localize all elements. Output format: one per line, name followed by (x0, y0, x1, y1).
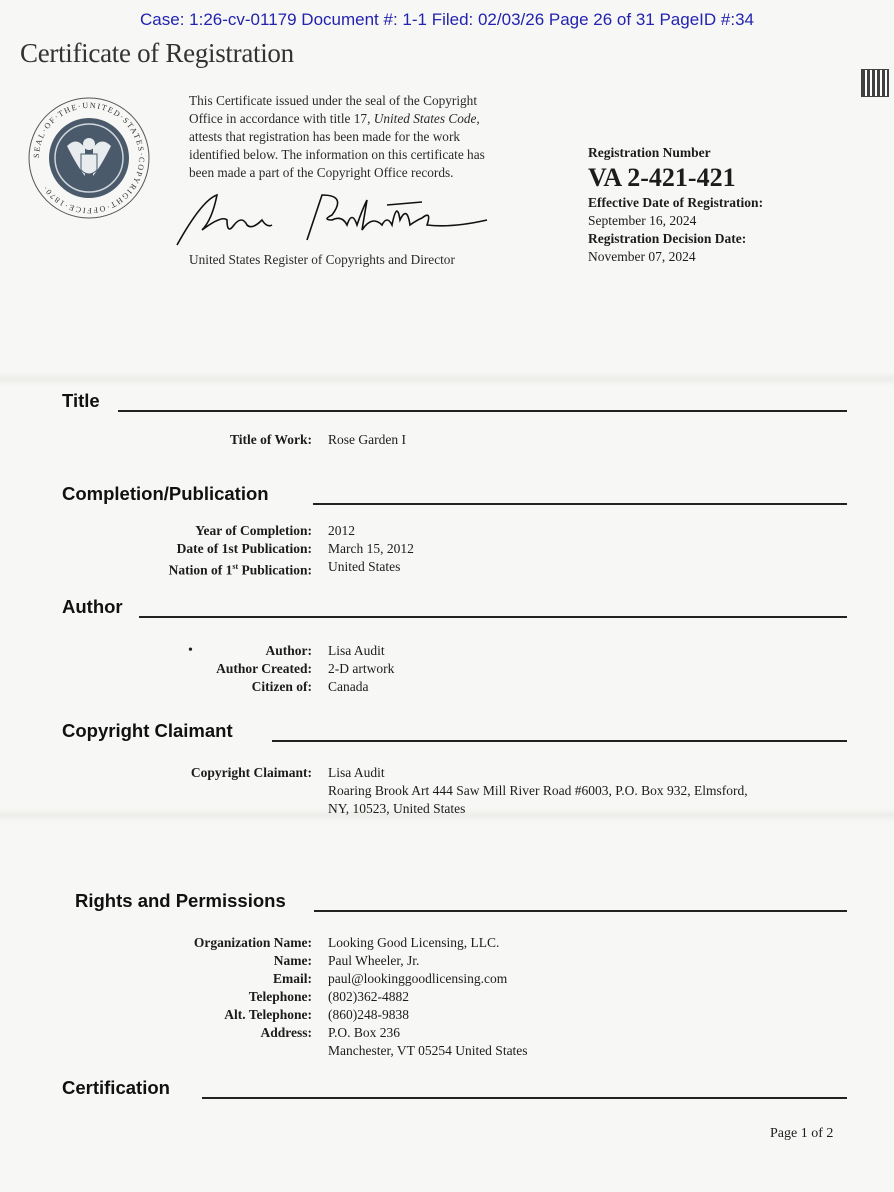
field-row: Date of 1st Publication: March 15, 2012 (176, 541, 414, 556)
field-row: Author: Lisa Audit (265, 643, 385, 658)
effective-date: September 16, 2024 (588, 213, 697, 228)
registration-number: VA 2-421-421 (588, 163, 736, 192)
registration-block: Registration Number VA 2-421-421 Effective Date of Registration: September 16, 2024 Registration Decision Date: November 07, 2024 (588, 145, 764, 264)
field-row: Address: P.O. Box 236 (260, 1025, 401, 1040)
section-heading-claimant: Copyright Claimant (62, 720, 233, 741)
section-heading-title: Title (62, 390, 100, 411)
field-row: Nation of 1st Publication: United States (168, 559, 401, 578)
signature (172, 190, 492, 250)
divider (139, 616, 847, 618)
barcode-icon (861, 69, 889, 97)
field-row: Title of Work: Rose Garden I (229, 432, 406, 447)
field-row: Email: paul@lookinggoodlicensing.com (273, 971, 508, 986)
svg-text:SEAL·OF·THE·UNITED·STATES·COPY: SEAL·OF·THE·UNITED·STATES·COPYRIGHT·OFFICE·1870· (31, 100, 147, 216)
field-row: Alt. Telephone: (860)248-9838 (224, 1007, 409, 1022)
certificate-statement: This Certificate issued under the seal of the Copyright Office in accordance with title 17, United States Code, attests that registration has been made for the work identified below. The information on this certificate has been made a part of the Copyright Office records. (189, 93, 485, 180)
copyright-office-seal (27, 96, 151, 220)
divider (118, 410, 847, 412)
field-row: Telephone: (802)362-4882 (248, 989, 409, 1004)
signatory-title: United States Register of Copyrights and Director (189, 252, 455, 267)
field-row: Author Created: 2-D artwork (216, 661, 395, 676)
scan-artifact (0, 372, 894, 386)
case-header: Case: 1:26-cv-01179 Document #: 1-1 Filed: 02/03/26 Page 26 of 31 PageID #:34 (140, 10, 754, 29)
field-row: Name: Paul Wheeler, Jr. (273, 953, 420, 968)
field-row: Copyright Claimant: Lisa Audit (190, 765, 385, 780)
decision-date: November 07, 2024 (588, 249, 696, 264)
section-heading-certification: Certification (62, 1077, 170, 1098)
field-row: Organization Name: Looking Good Licensing, LLC. (193, 935, 500, 950)
field-row: Year of Completion: 2012 (195, 523, 355, 538)
divider (314, 910, 847, 912)
divider (202, 1097, 847, 1099)
divider (313, 503, 847, 505)
page-number: Page 1 of 2 (770, 1126, 834, 1141)
certificate-title: Certificate of Registration (20, 38, 294, 68)
field-row: Citizen of: Canada (251, 679, 369, 694)
section-heading-author: Author (62, 596, 123, 617)
divider (272, 740, 847, 742)
bullet: • (188, 643, 193, 658)
section-heading-completion: Completion/Publication (62, 483, 269, 504)
section-heading-rights: Rights and Permissions (75, 890, 286, 911)
